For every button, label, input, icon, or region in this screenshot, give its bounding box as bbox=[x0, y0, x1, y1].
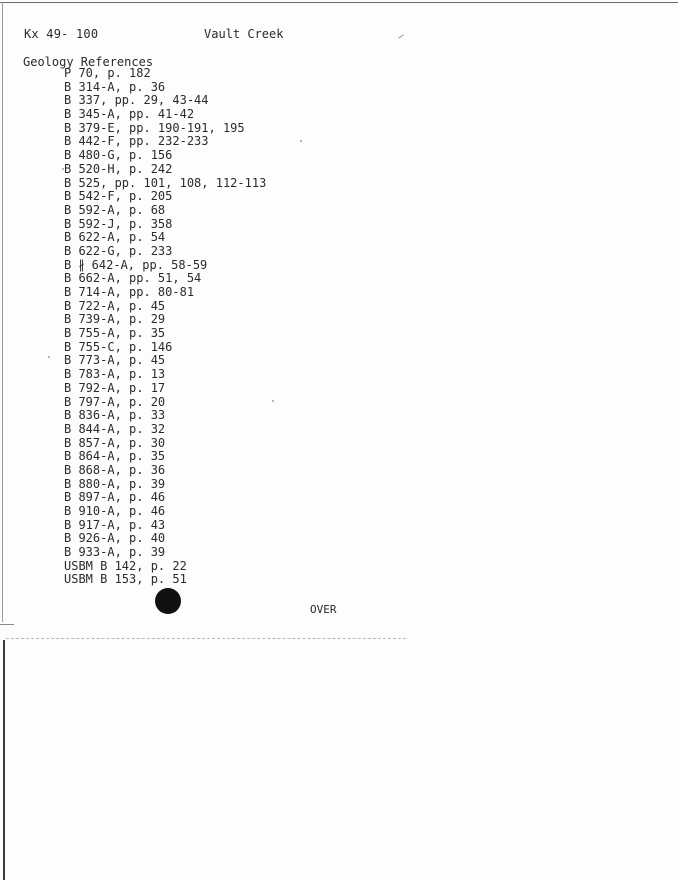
reference-item: B 897-A, p. 46 bbox=[64, 490, 166, 505]
fold-line bbox=[6, 638, 406, 639]
reference-item: B 797-A, p. 20 bbox=[64, 394, 166, 409]
paper-speck bbox=[272, 400, 274, 402]
reference-item: USBM B 153, p. 51 bbox=[64, 572, 187, 587]
reference-item: B 542-F, p. 205 bbox=[64, 189, 173, 204]
reference-item: B 337, pp. 29, 43-44 bbox=[64, 93, 209, 108]
reference-item: B 345-A, pp. 41-42 bbox=[64, 107, 195, 122]
reference-item: B 857-A, p. 30 bbox=[64, 435, 166, 450]
reference-item: B 662-A, pp. 51, 54 bbox=[64, 271, 202, 286]
reference-item: B 933-A, p. 39 bbox=[64, 545, 166, 560]
reference-item: B 480-G, p. 156 bbox=[64, 148, 173, 163]
paper-speck bbox=[48, 356, 50, 358]
over-label: OVER bbox=[310, 603, 337, 616]
reference-item: B 622-A, p. 54 bbox=[64, 230, 166, 245]
reference-item: B 844-A, p. 32 bbox=[64, 421, 166, 436]
reference-item: B 783-A, p. 13 bbox=[64, 367, 166, 382]
reference-item: B 926-A, p. 40 bbox=[64, 531, 166, 546]
reference-item: B 755-A, p. 35 bbox=[64, 326, 166, 341]
reference-item: B 864-A, p. 35 bbox=[64, 449, 166, 464]
page-top-border bbox=[0, 2, 678, 3]
reference-item: B 880-A, p. 39 bbox=[64, 476, 166, 491]
reference-item: B 714-A, pp. 80-81 bbox=[64, 285, 195, 299]
punch-hole bbox=[155, 588, 181, 614]
paper-speck bbox=[62, 168, 64, 170]
section-heading: Geology References bbox=[23, 55, 154, 69]
reference-item: B 773-A, p. 45 bbox=[64, 353, 166, 368]
reference-item: USBM B 142, p. 22 bbox=[64, 558, 187, 573]
reference-item: B 622-G, p. 233 bbox=[64, 243, 173, 258]
reference-item: P 70, p. 182 bbox=[64, 66, 151, 80]
pen-mark bbox=[398, 34, 403, 38]
reference-item: B 442-F, pp. 232-233 bbox=[64, 134, 209, 149]
reference-item: B 739-A, p. 29 bbox=[64, 312, 166, 327]
card-number: Kx 49- 100 bbox=[24, 27, 99, 41]
reference-item: B 592-J, p. 358 bbox=[64, 216, 173, 231]
page-left-edge bbox=[2, 2, 3, 622]
reference-item: B ∦ 642-A, pp. 58-59 bbox=[64, 257, 208, 272]
paper-speck bbox=[300, 140, 302, 142]
card-title: Vault Creek bbox=[204, 27, 284, 41]
page-left-edge-lower bbox=[3, 640, 5, 880]
reference-item: B 592-A, p. 68 bbox=[64, 202, 166, 217]
reference-item: B 379-E, pp. 190-191, 195 bbox=[64, 120, 245, 135]
reference-item: B 868-A, p. 36 bbox=[64, 462, 166, 477]
reference-item: B 917-A, p. 43 bbox=[64, 517, 166, 532]
reference-item: B 910-A, p. 46 bbox=[64, 504, 166, 518]
fold-mark bbox=[0, 624, 14, 625]
reference-item: B 525, pp. 101, 108, 112-113 bbox=[64, 175, 267, 190]
reference-item: B 722-A, p. 45 bbox=[64, 298, 166, 313]
reference-list bbox=[64, 67, 266, 587]
reference-item: B 792-A, p. 17 bbox=[64, 380, 166, 395]
reference-item: B 755-C, p. 146 bbox=[64, 339, 173, 354]
reference-item: B 836-A, p. 33 bbox=[64, 408, 166, 423]
reference-item: B 314-A, p. 36 bbox=[64, 79, 166, 94]
reference-item: B 520-H, p. 242 bbox=[64, 161, 173, 176]
